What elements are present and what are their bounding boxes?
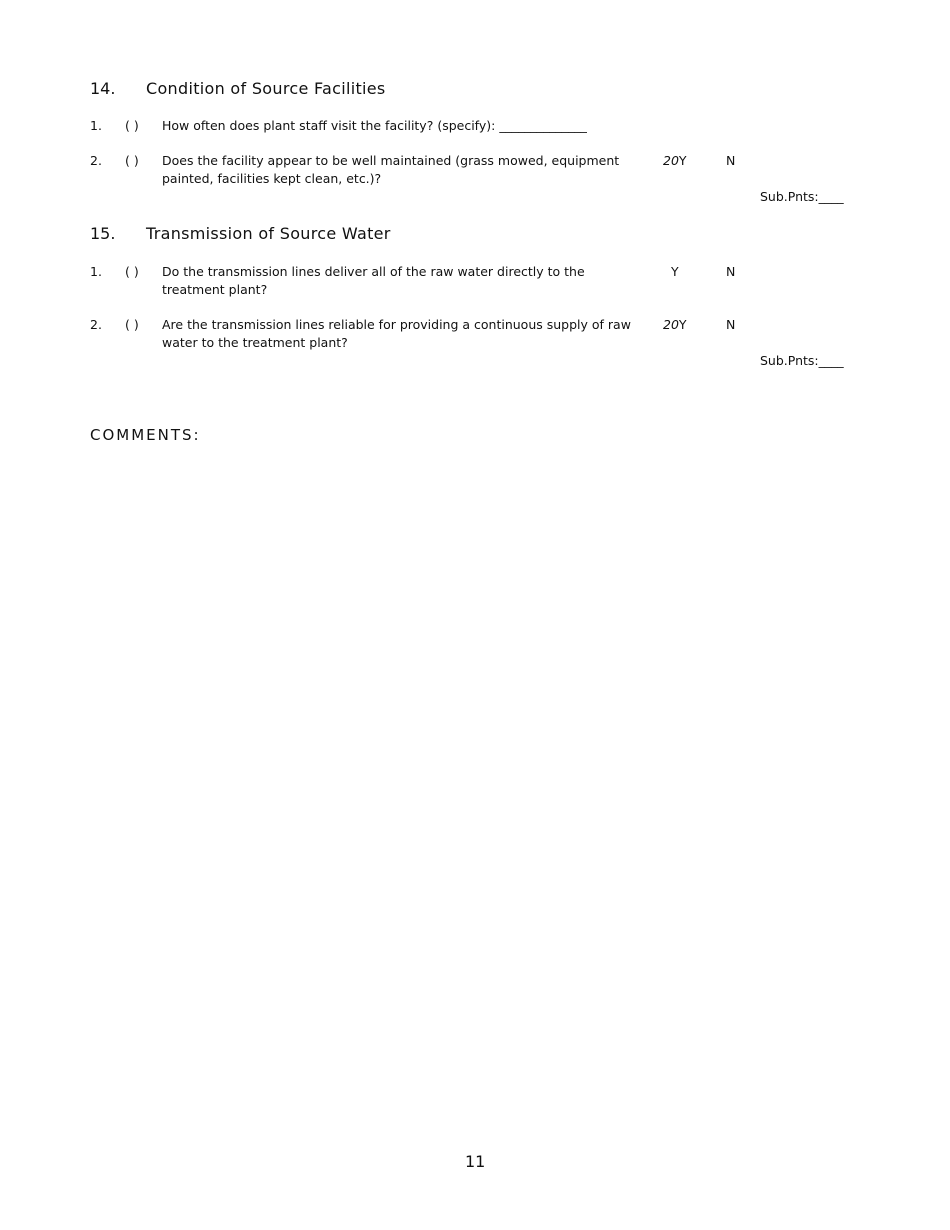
question-checkbox[interactable]: ( ) [125, 317, 139, 332]
question-number: 1. [90, 118, 102, 133]
yes-label: Y [678, 153, 687, 168]
yes-option[interactable] [671, 264, 679, 279]
no-option[interactable]: N [726, 264, 736, 279]
question-checkbox[interactable]: ( ) [125, 264, 139, 279]
section-15-title: Transmission of Source Water [146, 224, 391, 243]
yes-option[interactable] [663, 153, 687, 168]
section-14-number: 14. [90, 79, 116, 98]
question-number: 2. [90, 153, 102, 168]
question-text: Are the transmission lines reliable for providing a continuous supply of raw water to the treatment plant? [162, 317, 631, 350]
section-14-title: Condition of Source Facilities [146, 79, 386, 98]
page-number: 11 [465, 1152, 486, 1171]
yes-label: Y [671, 264, 679, 279]
question-text: Do the transmission lines deliver all of the raw water directly to the treatment plant? [162, 264, 585, 297]
points-value: 20 [663, 153, 679, 168]
question-text: How often does plant staff visit the facility? (specify): ______________ [162, 118, 587, 133]
subpoints-field[interactable]: Sub.Pnts:____ [760, 189, 844, 204]
no-option[interactable]: N [726, 153, 736, 168]
question-checkbox[interactable]: ( ) [125, 153, 139, 168]
subpoints-field[interactable]: Sub.Pnts:____ [760, 353, 844, 368]
question-text: Does the facility appear to be well maintained (grass mowed, equipment painted, facilities kept clean, etc.)? [162, 153, 620, 186]
yes-option[interactable] [663, 317, 687, 332]
comments-label: COMMENTS: [90, 426, 201, 444]
points-value: 20 [663, 317, 679, 332]
yes-label: Y [678, 317, 687, 332]
question-number: 2. [90, 317, 102, 332]
no-option[interactable]: N [726, 317, 736, 332]
section-15-number: 15. [90, 224, 116, 243]
question-checkbox[interactable]: ( ) [125, 118, 139, 133]
question-number: 1. [90, 264, 102, 279]
